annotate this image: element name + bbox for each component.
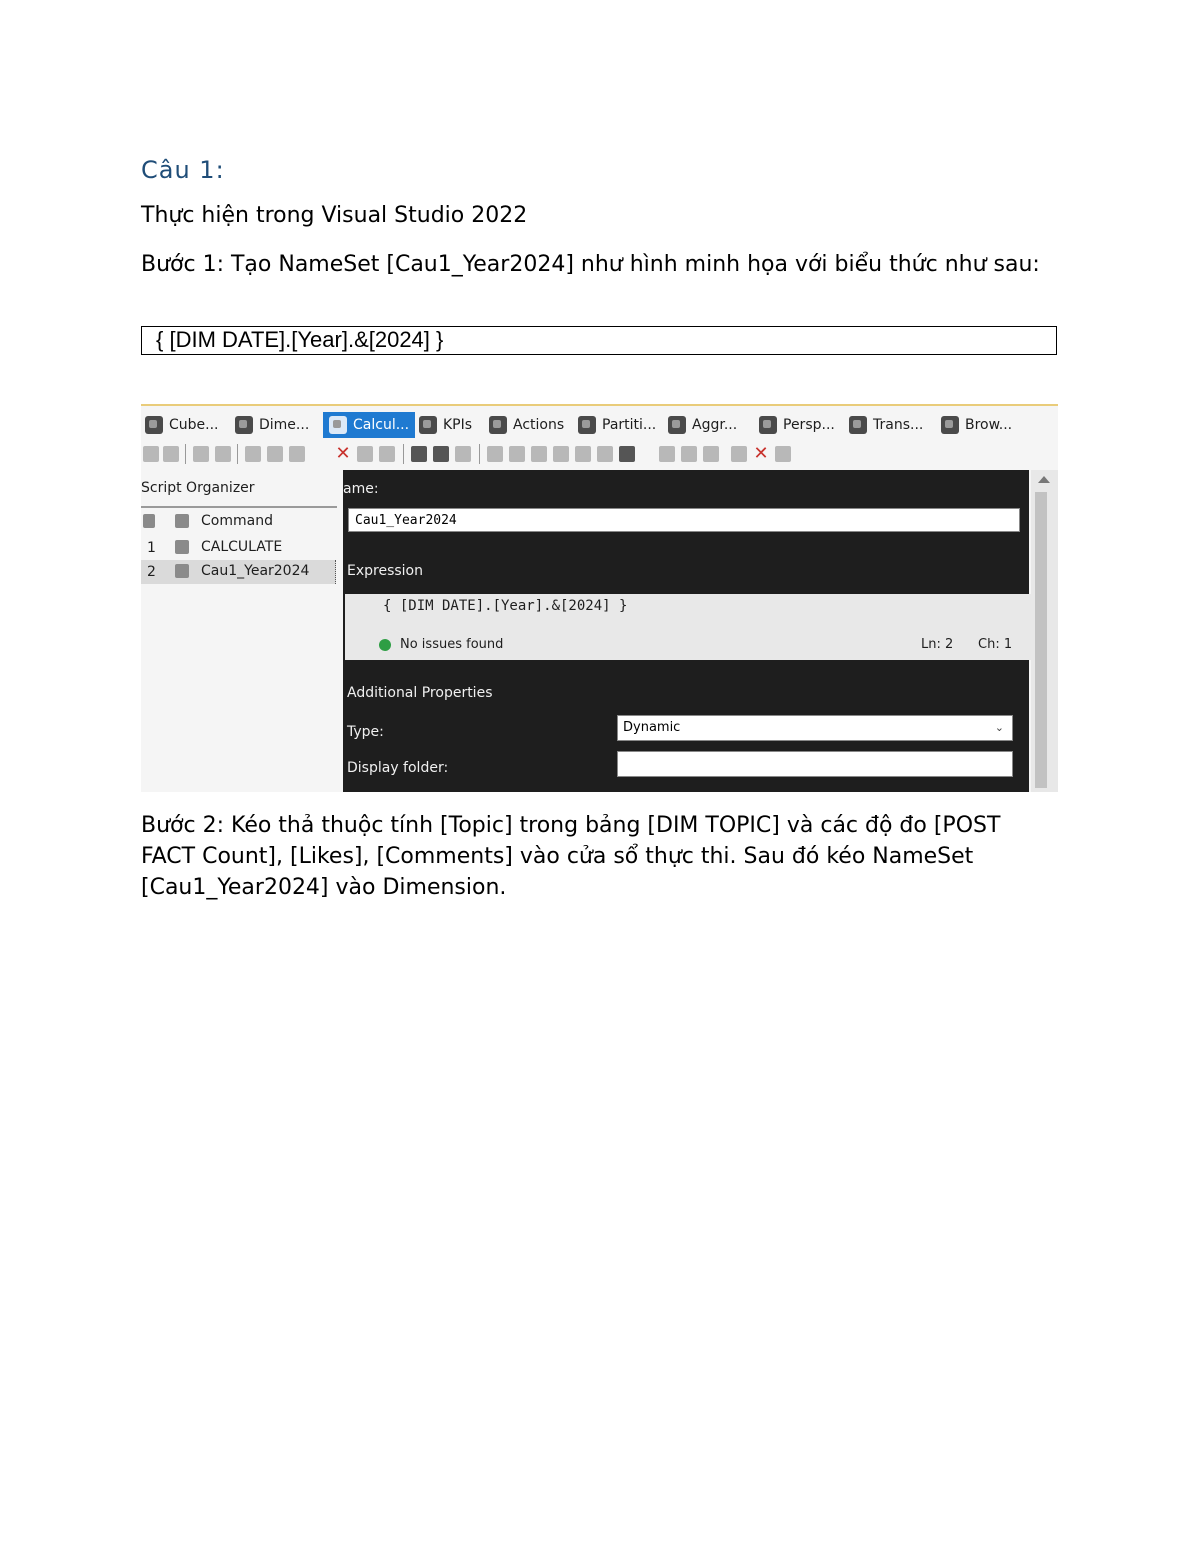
command-header: Command [201,513,273,529]
templates-icon[interactable] [659,446,675,462]
clear-icon[interactable]: ✕ [753,443,769,464]
cube-icon [145,416,163,434]
command-icon [175,514,189,528]
expression-label: Expression [347,563,423,579]
new-named-set-icon[interactable] [163,446,179,462]
check-circle-icon [379,639,391,651]
organizer-divider [141,506,337,508]
named-set-form [343,470,1029,792]
cube-designer-tabs [141,404,1058,442]
name-label: ame: [343,481,379,497]
tab-dimension-usage[interactable] [235,412,309,438]
row-label: Cau1_Year2024 [201,563,310,579]
organizer-row-calculate[interactable] [141,536,335,560]
actions-icon [489,416,507,434]
move-down-icon[interactable] [267,446,283,462]
delete-icon[interactable]: ✕ [335,443,351,464]
filter-icon[interactable] [731,446,747,462]
move-up-icon[interactable] [245,446,261,462]
type-value: Dynamic [623,720,681,735]
tab-kpis[interactable] [419,412,472,438]
intro-paragraph: Thực hiện trong Visual Studio 2022 [141,203,528,228]
toggle-breakpoint-icon[interactable] [487,446,503,462]
tab-aggregations[interactable] [668,412,737,438]
tab-label: Brow... [965,417,1013,433]
calculations-toolbar [141,442,1058,468]
form-icon[interactable] [411,446,427,462]
tab-label: Partiti... [602,417,657,433]
browser-icon [941,416,959,434]
aggregation-icon [668,416,686,434]
tab-perspectives[interactable] [759,412,835,438]
outdent-icon[interactable] [597,446,613,462]
uncomment-icon[interactable] [575,446,591,462]
status-message: No issues found [400,637,504,652]
row-number: 2 [147,564,156,580]
section-heading: Câu 1: [141,156,225,184]
type-select[interactable] [617,715,1013,741]
scroll-up-icon[interactable] [1038,476,1050,483]
script-icon[interactable] [433,446,449,462]
visual-studio-screenshot [141,404,1058,792]
line-indicator: Ln: 2 [921,637,954,652]
expression-box: { [DIM DATE].[Year].&[2024] } [141,326,1057,355]
table-icon[interactable] [703,446,719,462]
partition-icon [578,416,596,434]
new-script-command-icon[interactable] [193,446,209,462]
tab-actions[interactable] [489,412,564,438]
char-indicator: Ch: 1 [978,637,1013,652]
tab-label: KPIs [443,417,473,433]
toolbar-separator [479,444,480,464]
organizer-row-named-set[interactable] [141,560,336,584]
script-organizer-title: Script Organizer [141,480,255,496]
tab-calculations[interactable] [323,412,415,438]
kpi-icon [419,416,437,434]
expression-editor[interactable] [345,594,1031,660]
toolbar-separator [237,444,238,464]
display-folder-input[interactable] [617,751,1013,777]
sort-icon[interactable] [143,514,155,528]
new-calculated-member-icon[interactable] [143,446,159,462]
tab-translations[interactable] [849,412,923,438]
step1-paragraph: Bước 1: Tạo NameSet [Cau1_Year2024] như hình minh họa với biểu thức như sau: [141,252,1040,277]
tab-cube-structure[interactable] [145,412,219,438]
tab-label: Actions [513,417,565,433]
display-folder-label: Display folder: [347,760,449,776]
vertical-scrollbar[interactable] [1031,470,1058,792]
tab-label: Dime... [259,417,310,433]
script-organizer [141,470,337,792]
translation-icon [849,416,867,434]
named-set-icon [175,564,189,578]
down-arrow-icon[interactable] [379,446,395,462]
row-number: 1 [147,540,156,556]
wrench-icon[interactable] [775,446,791,462]
organizer-header-row [141,510,335,534]
step2-paragraph: Bước 2: Kéo thả thuộc tính [Topic] trong bảng [DIM TOPIC] và các độ đo [POST FACT Count], [Likes], [Comments] vào cửa sổ thực thi. Sau đó kéo NameSet [Cau1_Year2024] vào Dimension. [141,813,1001,900]
tab-partitions[interactable] [578,412,656,438]
tab-label: Calcul... [353,417,410,433]
name-input[interactable]: Cau1_Year2024 [348,508,1020,532]
font-icon[interactable] [509,446,525,462]
dimension-icon [235,416,253,434]
additional-properties-label: Additional Properties [347,685,493,701]
form-view-icon[interactable] [289,446,305,462]
type-label: Type: [347,724,384,740]
script-view-icon[interactable] [215,446,231,462]
image-icon[interactable] [531,446,547,462]
row-label: CALCULATE [201,539,283,555]
chevron-down-icon: ⌄ [994,721,1004,734]
indent-icon[interactable] [619,446,635,462]
toolbar-separator [185,444,186,464]
calculator-icon [329,416,347,434]
tab-label: Persp... [783,417,835,433]
up-arrow-icon[interactable] [357,446,373,462]
perspective-icon [759,416,777,434]
tab-label: Trans... [873,417,924,433]
tab-browser[interactable] [941,412,1012,438]
grid-icon[interactable] [681,446,697,462]
toolbar-separator [403,444,404,464]
tab-label: Aggr... [692,417,738,433]
expression-code: { [DIM DATE].[Year].&[2024] } [383,598,628,614]
comment-icon[interactable] [553,446,569,462]
reconnect-icon[interactable] [455,446,471,462]
tab-label: Cube... [169,417,219,433]
calculate-icon [175,540,189,554]
scroll-thumb[interactable] [1035,492,1047,788]
